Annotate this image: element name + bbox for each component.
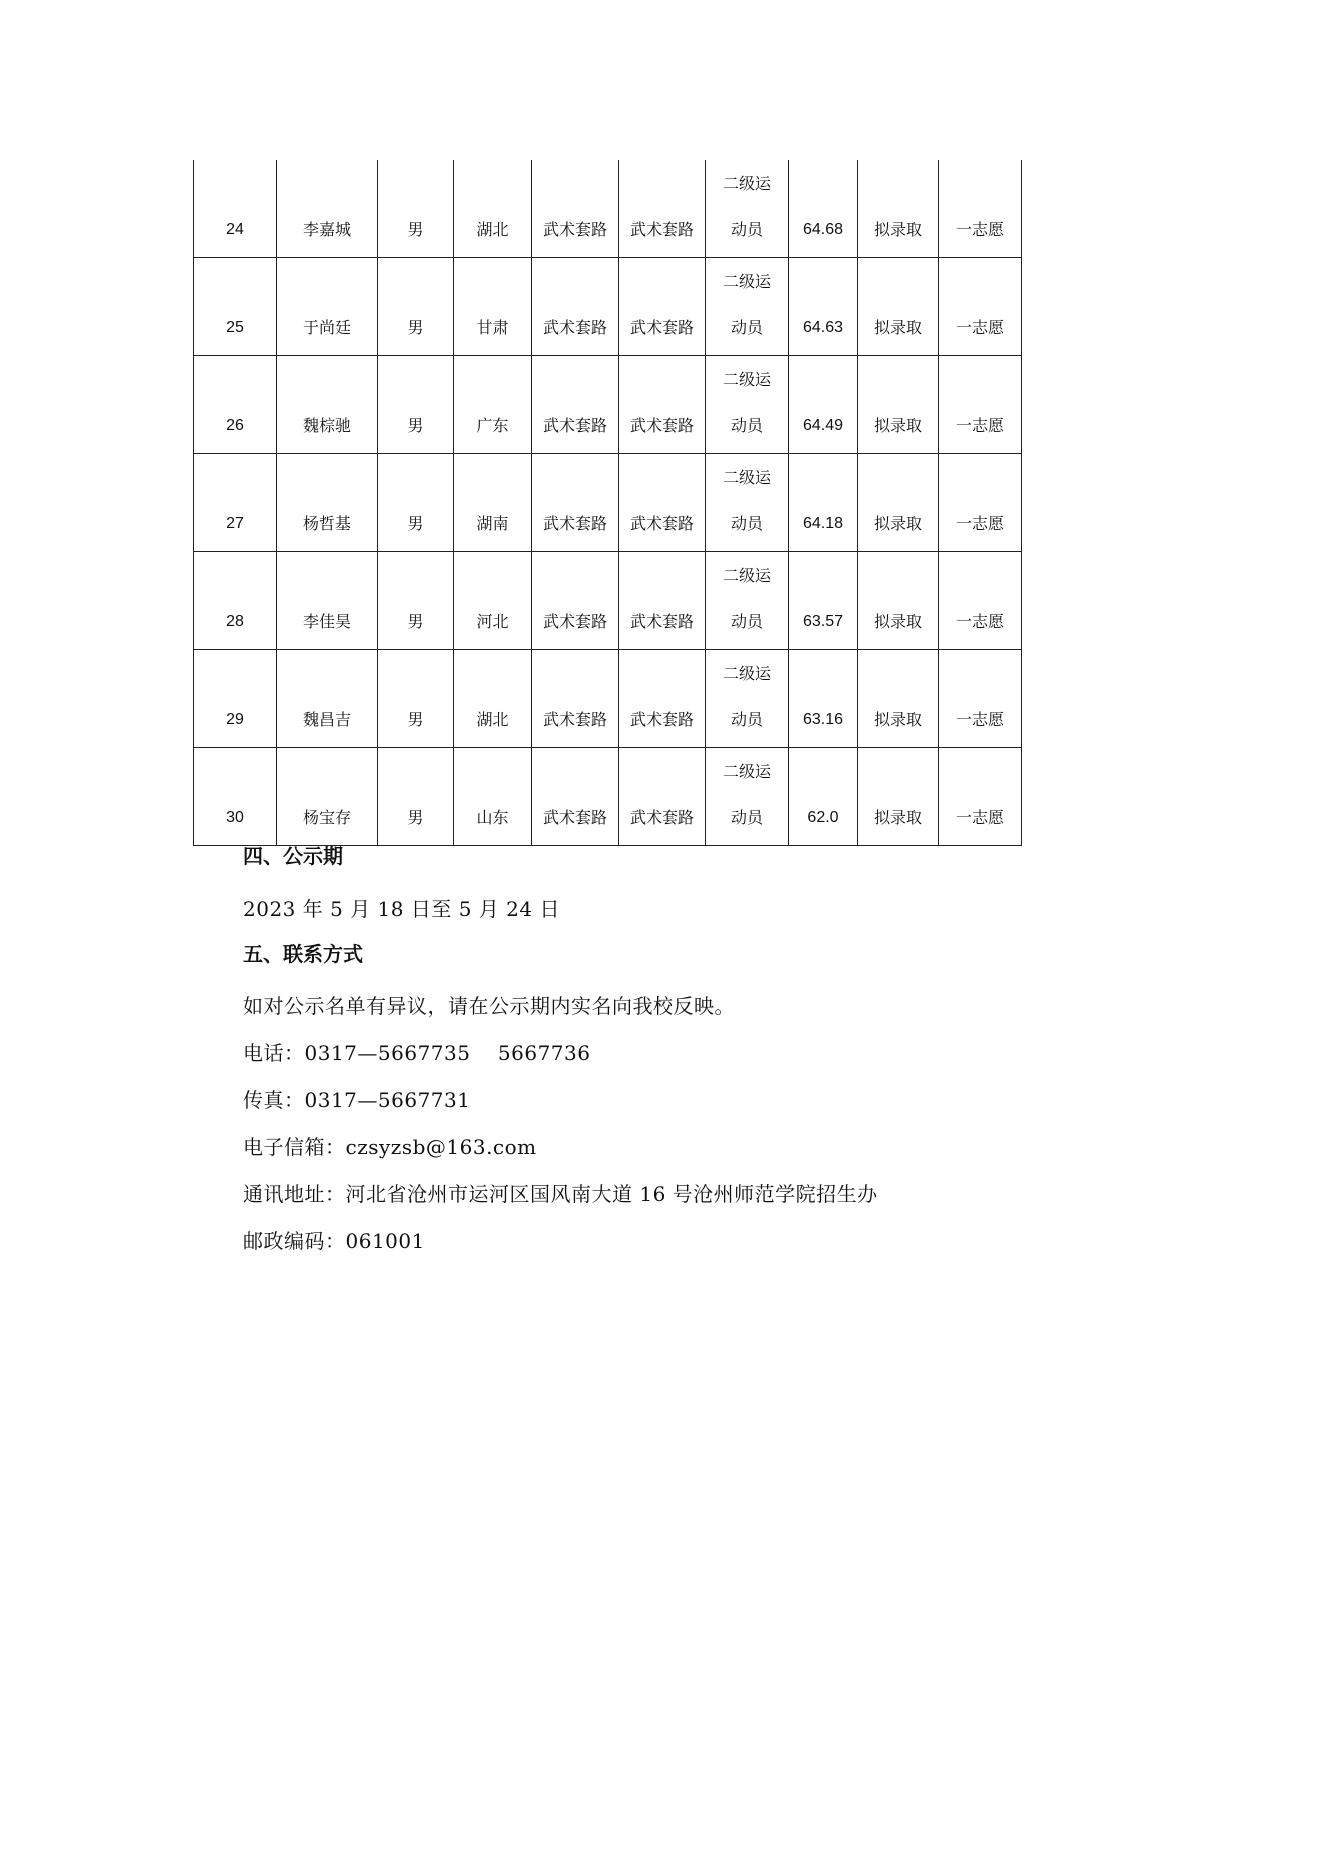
cell-score: 63.16 [789,650,858,748]
athlete-level-line2: 动员 [730,416,763,435]
cell-status: 拟录取 [858,552,939,650]
cell-event-test: 武术套路 [619,650,706,748]
cell-number: 24 [194,160,277,258]
cell-athlete-level [706,552,789,650]
cell-name: 李嘉城 [277,160,378,258]
table-row [194,258,1022,356]
cell-province: 湖北 [454,160,532,258]
cell-number: 28 [194,552,277,650]
cell-status: 拟录取 [858,748,939,846]
cell-gender: 男 [378,552,454,650]
cell-choice: 一志愿 [939,650,1022,748]
cell-province: 山东 [454,748,532,846]
athlete-level-line2: 动员 [730,318,763,337]
cell-choice: 一志愿 [939,356,1022,454]
cell-gender: 男 [378,356,454,454]
table-row [194,650,1022,748]
athlete-level-line1: 二级运 [722,762,771,781]
cell-athlete-level [706,258,789,356]
cell-athlete-level [706,454,789,552]
cell-event: 武术套路 [532,650,619,748]
cell-choice: 一志愿 [939,552,1022,650]
cell-number: 30 [194,748,277,846]
section-4-heading: 四、公示期 [243,844,343,868]
cell-province: 湖南 [454,454,532,552]
cell-event-test: 武术套路 [619,454,706,552]
cell-gender: 男 [378,258,454,356]
athlete-level-line1: 二级运 [722,174,771,193]
cell-event-test: 武术套路 [619,356,706,454]
athlete-level-line1: 二级运 [722,272,771,291]
fax-line: 传真：0317—5667731 [243,1088,471,1112]
postcode-line: 邮政编码：061001 [243,1229,425,1253]
athlete-level-line2: 动员 [730,514,763,533]
athlete-level-line1: 二级运 [722,370,771,389]
address-line: 通讯地址：河北省沧州市运河区国风南大道 16 号沧州师范学院招生办 [243,1182,878,1206]
cell-score: 62.0 [789,748,858,846]
athlete-level-line1: 二级运 [722,664,771,683]
cell-gender: 男 [378,748,454,846]
cell-choice: 一志愿 [939,748,1022,846]
cell-choice: 一志愿 [939,258,1022,356]
cell-name: 于尚廷 [277,258,378,356]
table-row [194,552,1022,650]
cell-number: 25 [194,258,277,356]
cell-gender: 男 [378,454,454,552]
cell-gender: 男 [378,160,454,258]
cell-name: 李佳昊 [277,552,378,650]
cell-score: 64.49 [789,356,858,454]
cell-status: 拟录取 [858,650,939,748]
cell-province: 甘肃 [454,258,532,356]
cell-status: 拟录取 [858,258,939,356]
athlete-level-line2: 动员 [730,612,763,631]
cell-athlete-level [706,356,789,454]
cell-athlete-level [706,160,789,258]
cell-name: 杨宝存 [277,748,378,846]
cell-choice: 一志愿 [939,160,1022,258]
cell-status: 拟录取 [858,356,939,454]
cell-number: 27 [194,454,277,552]
cell-gender: 男 [378,650,454,748]
cell-number: 29 [194,650,277,748]
cell-score: 64.18 [789,454,858,552]
cell-name: 杨哲基 [277,454,378,552]
cell-event-test: 武术套路 [619,258,706,356]
cell-event: 武术套路 [532,258,619,356]
admission-table [193,160,1022,846]
athlete-level-line1: 二级运 [722,566,771,585]
cell-event-test: 武术套路 [619,748,706,846]
table-row [194,356,1022,454]
publicity-period: 2023 年 5 月 18 日至 5 月 24 日 [243,897,560,921]
athlete-level-line1: 二级运 [722,468,771,487]
cell-event: 武术套路 [532,748,619,846]
table-row [194,454,1022,552]
cell-score: 64.68 [789,160,858,258]
cell-status: 拟录取 [858,160,939,258]
table-row [194,748,1022,846]
cell-event-test: 武术套路 [619,552,706,650]
cell-choice: 一志愿 [939,454,1022,552]
athlete-level-line2: 动员 [730,220,763,239]
cell-score: 64.63 [789,258,858,356]
athlete-level-line2: 动员 [730,808,763,827]
section-5-heading: 五、联系方式 [243,942,363,966]
cell-name: 魏昌吉 [277,650,378,748]
cell-event: 武术套路 [532,160,619,258]
cell-event: 武术套路 [532,552,619,650]
cell-number: 26 [194,356,277,454]
athlete-level-line2: 动员 [730,710,763,729]
cell-athlete-level [706,748,789,846]
table-row [194,160,1022,258]
cell-event: 武术套路 [532,454,619,552]
cell-athlete-level [706,650,789,748]
cell-name: 魏棕驰 [277,356,378,454]
cell-event-test: 武术套路 [619,160,706,258]
cell-province: 广东 [454,356,532,454]
email-line: 电子信箱：czsyzsb@163.com [243,1135,537,1159]
cell-province: 湖北 [454,650,532,748]
cell-event: 武术套路 [532,356,619,454]
phone-line: 电话：0317—5667735 5667736 [243,1041,591,1065]
cell-status: 拟录取 [858,454,939,552]
objection-notice: 如对公示名单有异议，请在公示期内实名向我校反映。 [243,994,735,1018]
cell-province: 河北 [454,552,532,650]
cell-score: 63.57 [789,552,858,650]
